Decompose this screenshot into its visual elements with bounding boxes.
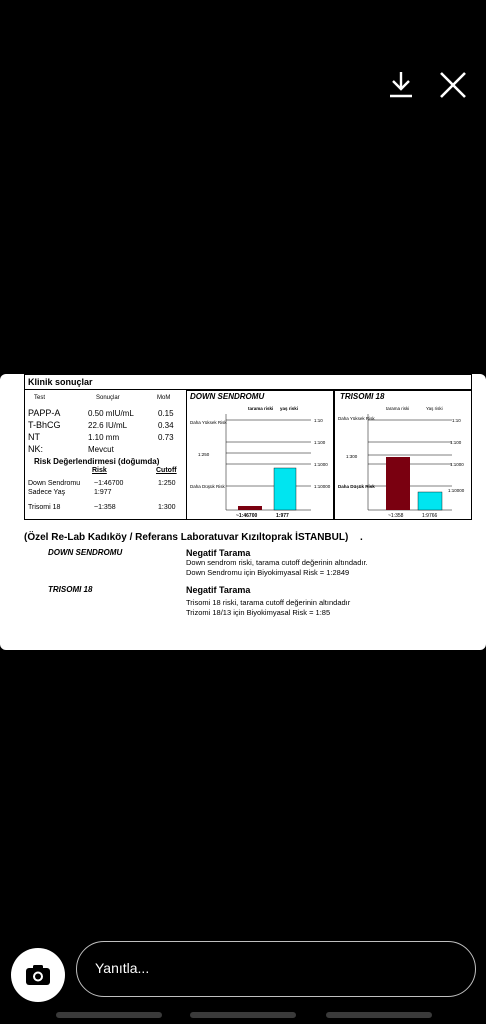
camera-button[interactable]: [11, 948, 65, 1002]
row-test: T-BhCG: [28, 420, 61, 430]
lab-title-dot: .: [360, 532, 363, 543]
col1-label: tarama riski: [248, 406, 274, 411]
result-line: Down sendrom riski, tarama cutoff değerinin altındadır.: [186, 558, 368, 567]
row-test: NT: [28, 432, 40, 442]
risk-label: Trisomi 18: [28, 504, 61, 511]
risk-label: Down Sendromu: [28, 480, 81, 487]
close-icon: [436, 68, 470, 102]
bar-screening-risk: [386, 457, 410, 510]
row-test: PAPP-A: [28, 408, 61, 418]
result-status: Negatif Tarama: [186, 548, 251, 558]
trisomi-chart-title: TRISOMI 18: [340, 392, 385, 401]
result-name: TRISOMI 18: [48, 585, 93, 594]
klinik-title: Klinik sonuçlar: [28, 377, 93, 387]
row-mom: 0.34: [158, 421, 174, 430]
bar-age-risk: [418, 492, 442, 510]
row-test: NK:: [28, 444, 44, 454]
reply-input[interactable]: [76, 941, 476, 997]
tick-label: 1:10000: [448, 488, 465, 493]
result-line: Trizomi 18/13 için Biyokimyasal Risk = 1:85: [186, 608, 331, 617]
reply-placeholder: Yanıtla...: [95, 960, 150, 976]
tick-label: 1:10: [452, 418, 461, 423]
bar-label: ~1:358: [388, 513, 404, 519]
bar-label: 1:9766: [422, 513, 438, 519]
risk-label: Sadece Yaş: [28, 489, 66, 496]
col2-label: yaş riski: [280, 406, 299, 411]
download-button[interactable]: [384, 68, 418, 102]
risk-value: 1:977: [94, 489, 112, 496]
down-chart-title: DOWN SENDROMU: [190, 392, 265, 401]
camera-icon: [11, 948, 65, 1002]
row-value: 0.50 mIU/mL: [88, 409, 134, 418]
down-chart: [186, 402, 334, 520]
tick-label: 1:1000: [314, 462, 328, 467]
col1-label: tarama riski: [386, 406, 410, 411]
trisomi-chart: [334, 402, 472, 520]
result-line: Down Sendromu için Biyokimyasal Risk = 1:2849: [186, 568, 350, 577]
cutoff-label: 1:250: [198, 452, 210, 457]
result-status: Negatif Tarama: [186, 585, 251, 595]
bar-age-risk: [274, 468, 296, 510]
row-value: Mevcut: [88, 445, 114, 454]
risk-value: ~1:46700: [94, 480, 124, 487]
row-value: 1.10 mm: [88, 433, 120, 442]
lab-title: (Özel Re-Lab Kadıköy / Referans Laboratuvar Kızıltoprak İSTANBUL): [24, 532, 349, 543]
risk-cutoff: 1:300: [158, 504, 176, 511]
risk-title: Risk Değerlendirmesi (doğumda): [34, 457, 160, 466]
tick-label: 1:100: [314, 440, 326, 445]
bar-label: ~1:46700: [236, 513, 258, 519]
result-name: DOWN SENDROMU: [48, 548, 123, 557]
high-risk-label: Daha Yüksek Risk: [338, 416, 375, 421]
low-risk-label: Daha Düşük Risk: [338, 484, 375, 489]
tick-label: 1:1000: [450, 462, 464, 467]
col-mom: MoM: [157, 395, 171, 401]
cutoff-label: 1:300: [346, 454, 358, 459]
report-image: [0, 374, 486, 650]
row-mom: 0.15: [158, 409, 174, 418]
close-button[interactable]: [436, 68, 470, 102]
row-mom: 0.73: [158, 433, 174, 442]
bar-screening-risk: [238, 506, 262, 510]
col-test: Test: [34, 395, 46, 401]
risk-cutoff: 1:250: [158, 480, 176, 487]
tick-label: 1:10000: [314, 484, 331, 489]
nav-indicator: [56, 1012, 162, 1018]
result-line: Trisomi 18 riski, tarama cutoff değerinin altındadır: [186, 598, 351, 607]
col-risk: Risk: [92, 467, 107, 474]
bar-label: 1:977: [276, 513, 289, 519]
risk-value: ~1:358: [94, 504, 116, 511]
col-cutoff: Cutoff: [156, 467, 177, 474]
tick-label: 1:100: [450, 440, 462, 445]
col2-label: Yaş riski: [426, 406, 443, 411]
tick-label: 1:10: [314, 418, 323, 423]
row-value: 22.6 IU/mL: [88, 421, 128, 430]
col-sonuclar: Sonuçlar: [96, 395, 120, 401]
download-icon: [384, 68, 418, 102]
low-risk-label: Daha Düşük Risk: [190, 484, 225, 489]
high-risk-label: Daha Yüksek Risk: [190, 420, 227, 425]
nav-indicator: [326, 1012, 432, 1018]
nav-indicator: [190, 1012, 296, 1018]
